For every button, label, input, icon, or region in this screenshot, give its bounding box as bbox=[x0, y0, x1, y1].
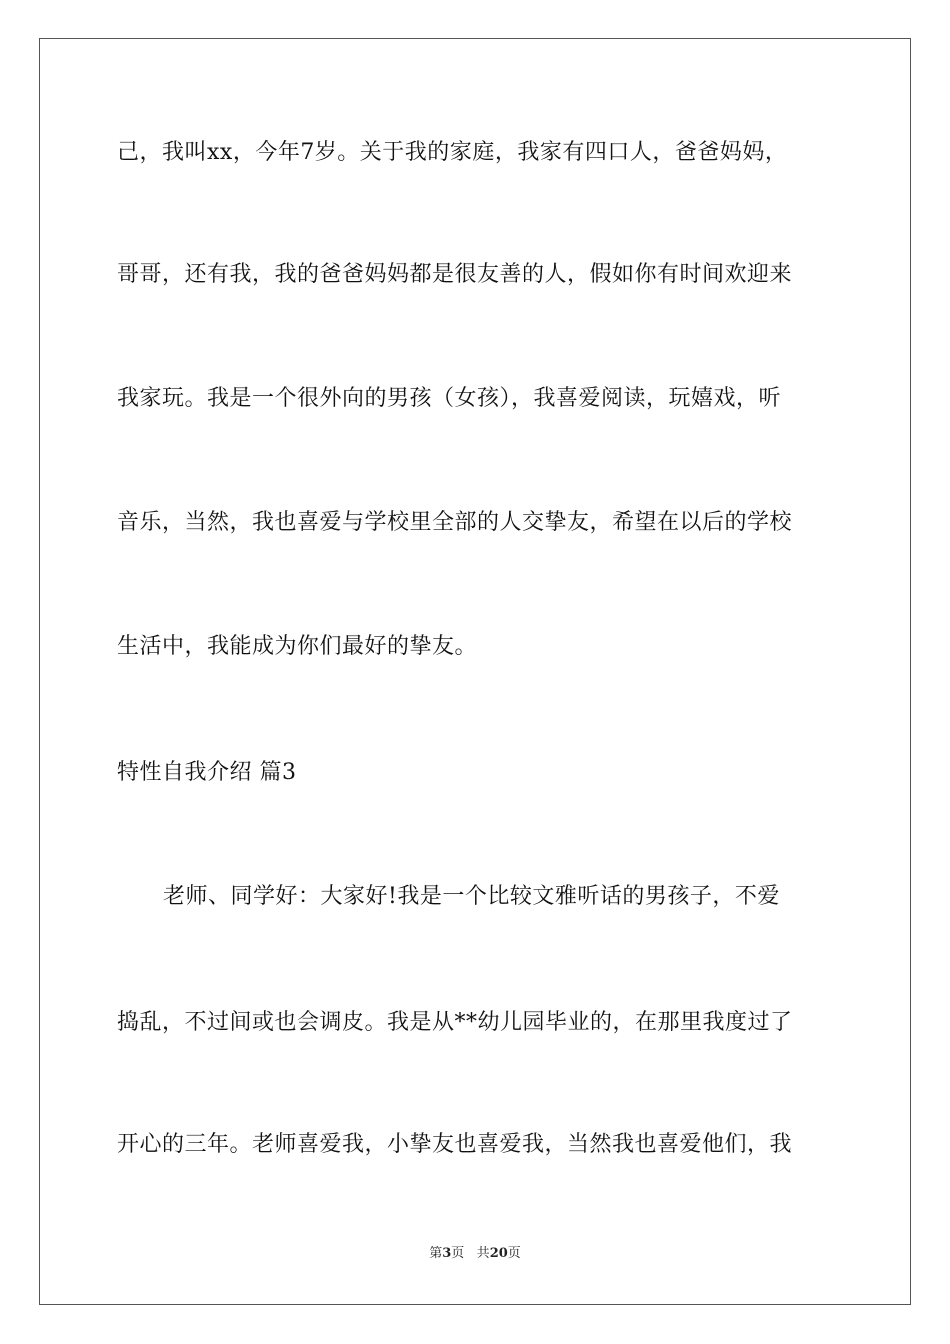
paragraph-2-line-2: 捣乱，不过间或也会调皮。我是从**幼儿园毕业的，在那里我度过了 bbox=[117, 1010, 793, 1035]
page-current: 3 bbox=[442, 1246, 452, 1261]
page-footer bbox=[0, 1245, 950, 1263]
paragraph-1-line-5: 生活中，我能成为你们最好的挚友。 bbox=[117, 634, 478, 659]
section-heading: 特性自我介绍 篇3 bbox=[117, 760, 297, 785]
paragraph-1-line-4: 音乐，当然，我也喜爱与学校里全部的人交挚友，希望在以后的学校 bbox=[117, 510, 793, 535]
page-total: 20 bbox=[489, 1246, 508, 1261]
paragraph-1-line-1: 己，我叫xx，今年7岁。关于我的家庭，我家有四口人，爸爸妈妈， bbox=[117, 140, 788, 165]
paragraph-1-line-2: 哥哥，还有我，我的爸爸妈妈都是很友善的人，假如你有时间欢迎来 bbox=[117, 262, 793, 287]
page-border bbox=[39, 38, 911, 1305]
page-suffix: 页 bbox=[451, 1246, 465, 1261]
paragraph-2-line-1: 老师、同学好：大家好!我是一个比较文雅听话的男孩子，不爱 bbox=[163, 884, 780, 909]
paragraph-2-line-3: 开心的三年。老师喜爱我，小挚友也喜爱我，当然我也喜爱他们，我 bbox=[117, 1132, 793, 1157]
paragraph-1-line-3: 我家玩。我是一个很外向的男孩（女孩），我喜爱阅读，玩嬉戏，听 bbox=[117, 386, 782, 411]
page-prefix: 第 bbox=[429, 1246, 443, 1261]
total-prefix: 共 bbox=[476, 1246, 490, 1261]
total-suffix: 页 bbox=[507, 1246, 521, 1261]
